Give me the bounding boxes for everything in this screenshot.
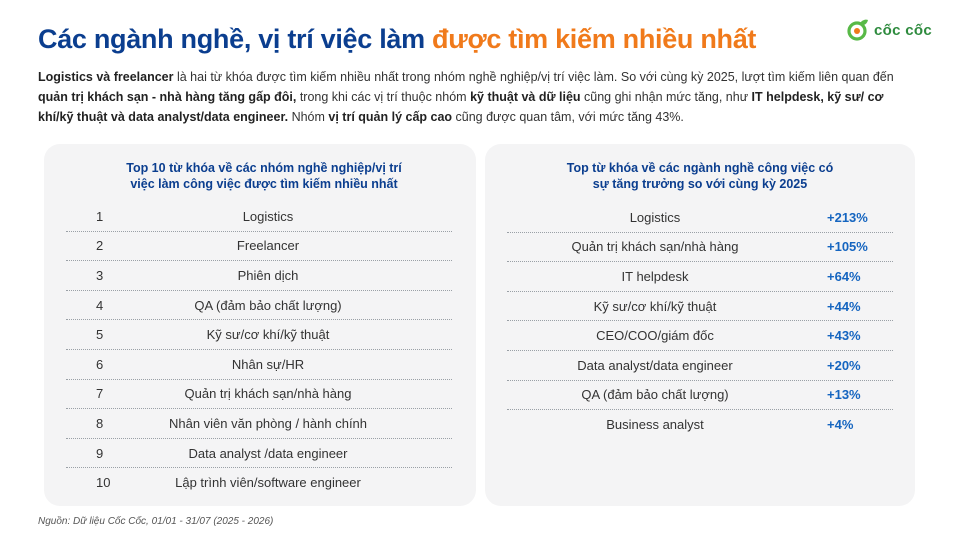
keyword-name: Data analyst /data engineer bbox=[188, 445, 348, 461]
keyword-name: QA (đảm bảo chất lượng) bbox=[581, 387, 729, 403]
growth-value: +105% bbox=[827, 239, 868, 255]
keyword-name: IT helpdesk bbox=[621, 268, 689, 284]
rank-number: 6 bbox=[96, 356, 104, 372]
keyword-name: Logistics bbox=[629, 209, 681, 225]
table-row bbox=[507, 351, 893, 381]
table-row bbox=[66, 232, 452, 262]
coccoc-leaf-icon bbox=[846, 18, 870, 42]
top10-title-line2: việc làm công việc được tìm kiếm nhiều nhất bbox=[130, 177, 398, 191]
table-row bbox=[507, 233, 893, 263]
table-row bbox=[66, 261, 452, 291]
keyword-name: Kỹ sư/cơ khí/kỹ thuật bbox=[593, 298, 717, 314]
growth-keywords-panel bbox=[485, 144, 915, 506]
growth-value: +13% bbox=[827, 387, 861, 403]
table-row bbox=[507, 381, 893, 411]
intro-text-4: Nhóm bbox=[288, 110, 329, 124]
growth-value: +43% bbox=[827, 328, 861, 344]
keyword-name: Freelancer bbox=[236, 238, 300, 254]
table-row bbox=[66, 439, 452, 469]
intro-text-2: trong khi các vị trí thuộc nhóm bbox=[296, 90, 471, 104]
growth-value: +20% bbox=[827, 357, 861, 373]
intro-text-5: cũng được quan tâm, với mức tăng 43%. bbox=[452, 110, 684, 124]
table-row bbox=[66, 320, 452, 350]
keyword-name: Nhân viên văn phòng / hành chính bbox=[168, 415, 368, 431]
table-row bbox=[66, 409, 452, 439]
intro-paragraph bbox=[38, 67, 918, 127]
rank-number: 4 bbox=[96, 297, 104, 313]
table-row bbox=[507, 203, 893, 233]
keyword-name: Logistics bbox=[242, 208, 294, 224]
growth-value: +4% bbox=[827, 416, 854, 432]
rank-number: 3 bbox=[96, 267, 104, 283]
growth-value: +213% bbox=[827, 209, 868, 225]
intro-bold-1: Logistics và freelancer bbox=[38, 70, 174, 84]
page-title-part1: Các ngành nghề, vị trí việc làm bbox=[38, 24, 433, 54]
coccoc-logo bbox=[846, 18, 932, 42]
rank-number: 9 bbox=[96, 445, 104, 461]
table-row bbox=[507, 410, 893, 439]
logo-wordmark: cốc cốc bbox=[874, 21, 932, 39]
intro-bold-5: vị trí quản lý cấp cao bbox=[328, 110, 453, 124]
growth-list bbox=[507, 203, 893, 439]
page-title bbox=[38, 24, 756, 55]
growth-title-line2: sự tăng trưởng so với cùng kỳ 2025 bbox=[592, 177, 808, 191]
intro-text-1: là hai từ khóa được tìm kiếm nhiều nhất trong nhóm nghề nghiệp/vị trí việc làm. So với cùng kỳ 2025, lượt tìm kiếm liên quan đến bbox=[173, 70, 894, 84]
rank-number: 10 bbox=[96, 475, 111, 491]
top10-keywords-panel bbox=[44, 144, 476, 506]
keyword-name: QA (đảm bảo chất lượng) bbox=[194, 297, 342, 313]
intro-text-3: cũng ghi nhận mức tăng, như bbox=[580, 90, 752, 104]
keyword-name: Phiên dịch bbox=[237, 267, 299, 283]
table-row bbox=[66, 380, 452, 410]
intro-bold-2: quản trị khách sạn - nhà hàng tăng gấp đôi, bbox=[38, 90, 297, 104]
keyword-name: CEO/COO/giám đốc bbox=[596, 328, 714, 344]
keyword-name: Nhân sự/HR bbox=[231, 356, 305, 372]
table-row bbox=[66, 291, 452, 321]
growth-value: +44% bbox=[827, 298, 861, 314]
rank-number: 8 bbox=[96, 415, 104, 431]
keyword-name: Data analyst/data engineer bbox=[577, 357, 733, 373]
intro-bold-3: kỹ thuật và dữ liệu bbox=[470, 90, 581, 104]
keyword-name: Quản trị khách sạn/nhà hàng bbox=[184, 386, 352, 402]
growth-panel-title bbox=[525, 160, 875, 192]
keyword-name: Lập trình viên/software engineer bbox=[175, 475, 361, 491]
table-row bbox=[66, 468, 452, 497]
table-row bbox=[507, 321, 893, 351]
top10-panel-title bbox=[114, 160, 414, 192]
keyword-name: Kỹ sư/cơ khí/kỹ thuật bbox=[206, 327, 330, 343]
rank-number: 1 bbox=[96, 208, 104, 224]
keyword-name: Quản trị khách sạn/nhà hàng bbox=[571, 239, 739, 255]
rank-number: 7 bbox=[96, 386, 104, 402]
growth-value: +64% bbox=[827, 268, 861, 284]
table-row bbox=[507, 292, 893, 322]
growth-title-line1: Top từ khóa về các ngành nghề công việc có bbox=[566, 161, 834, 175]
source-note: Nguồn: Dữ liệu Cốc Cốc, 01/01 - 31/07 (2025 - 2026) bbox=[38, 516, 274, 527]
top10-title-line1: Top 10 từ khóa về các nhóm nghề nghiệp/vị trí bbox=[126, 161, 402, 175]
top10-list bbox=[66, 202, 452, 497]
keyword-name: Business analyst bbox=[606, 416, 704, 432]
intro-bold-4: IT helpdesk, kỹ sư/ cơ khí/kỹ thuật và data analyst/data engineer. bbox=[38, 90, 884, 124]
table-row bbox=[66, 202, 452, 232]
page-title-highlight: được tìm kiếm nhiều nhất bbox=[432, 24, 757, 54]
table-row bbox=[507, 262, 893, 292]
rank-number: 5 bbox=[96, 327, 104, 343]
rank-number: 2 bbox=[96, 238, 104, 254]
table-row bbox=[66, 350, 452, 380]
